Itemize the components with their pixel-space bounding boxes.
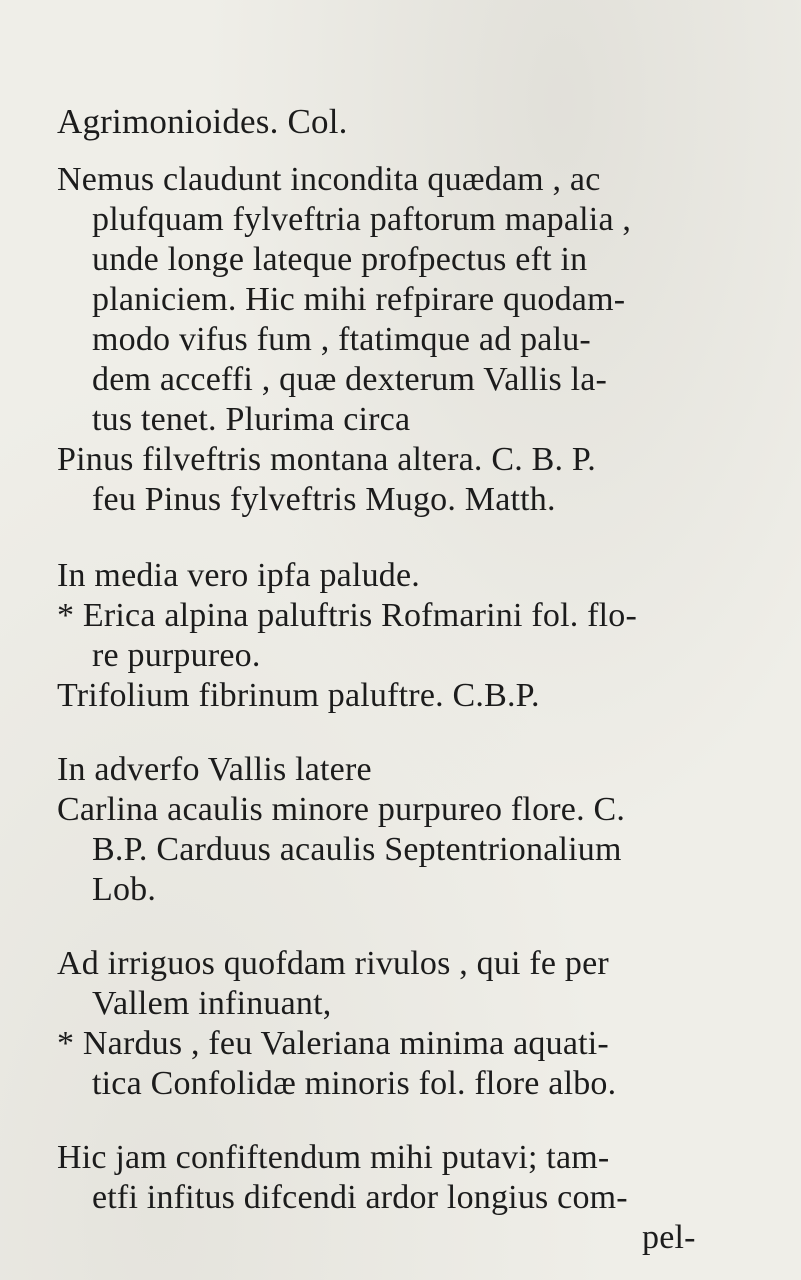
text-line: etfi infitus difcendi ardor longius com- xyxy=(92,1179,628,1216)
plant-entry-line: Carlina acaulis minore purpureo flore. C. xyxy=(57,791,626,828)
text-line: Nemus claudunt incondita quædam , ac xyxy=(57,161,601,198)
catchword: pel- xyxy=(642,1219,696,1256)
text-line: unde longe lateque profpectus eft in xyxy=(92,241,588,278)
plant-entry-line: B.P. Carduus acaulis Septentrionalium xyxy=(92,831,622,868)
text-line: planiciem. Hic mihi refpirare quodam- xyxy=(92,281,626,318)
plant-entry-line: tica Confolidæ minoris fol. flore albo. xyxy=(92,1065,617,1102)
text-line: In media vero ipfa palude. xyxy=(57,557,420,594)
plant-entry-line: Pinus filveftris montana altera. C. B. P. xyxy=(57,441,596,478)
text-line: modo vifus fum , ftatimque ad palu- xyxy=(92,321,591,358)
plant-entry-line: re purpureo. xyxy=(92,637,261,674)
page-heading: Agrimonioides. Col. xyxy=(57,102,348,141)
plant-entry-line: * Erica alpina paluftris Rofmarini fol. flo- xyxy=(57,597,638,634)
text-line: In adverfo Vallis latere xyxy=(57,751,372,788)
text-line: plufquam fylveftria paftorum mapalia , xyxy=(92,201,632,238)
text-line: tus tenet. Plurima circa xyxy=(92,401,411,438)
text-line: dem acceffi , quæ dexterum Vallis la- xyxy=(92,361,608,398)
text-line: Ad irriguos quofdam rivulos , qui fe per xyxy=(57,945,609,982)
plant-entry-line: Lob. xyxy=(92,871,157,908)
plant-entry-line: feu Pinus fylveftris Mugo. Matth. xyxy=(92,481,556,518)
text-line: Vallem infinuant, xyxy=(92,985,332,1022)
plant-entry-line: * Nardus , feu Valeriana minima aquati- xyxy=(57,1025,609,1062)
plant-entry-line: Trifolium fibrinum paluftre. C.B.P. xyxy=(57,677,540,714)
text-line: Hic jam confiftendum mihi putavi; tam- xyxy=(57,1139,610,1176)
